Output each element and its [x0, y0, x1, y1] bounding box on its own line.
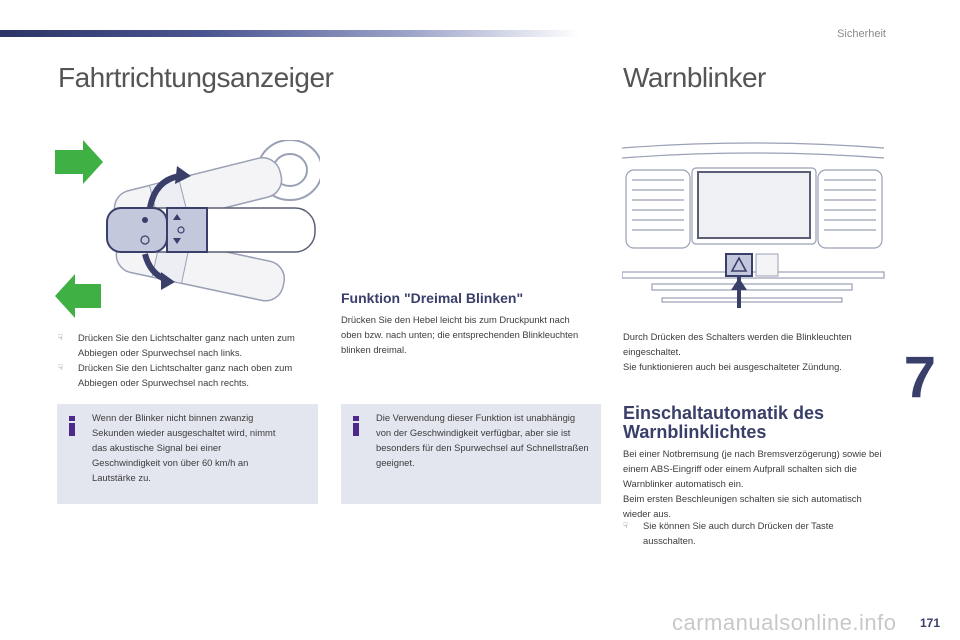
info-box-left	[57, 404, 318, 504]
header-color-bar	[0, 30, 580, 37]
bullet-marker-icon: ☟	[58, 363, 63, 372]
stalk-main	[107, 208, 315, 252]
green-arrow-right-icon	[55, 140, 103, 184]
info-text-middle: Die Verwendung dieser Funktion ist unabhängig von der Geschwindigkeit verfügbar, aber sie ist besonders für den Spurwechsel auf Schnellstraßen geeignet.	[376, 412, 589, 468]
page-title-hazard-lights: Warnblinker	[623, 62, 766, 93]
info-icon	[69, 416, 75, 436]
text-triple-blink: Drücken Sie den Hebel leicht bis zum Druckpunkt nach oben bzw. nach unten; die entsprechenden Blinkleuchten blinken dreimal.	[341, 314, 579, 355]
dashboard-illustration	[622, 132, 886, 320]
stalk-illustration	[55, 140, 320, 322]
bullet-text: Sie können Sie auch durch Drücken der Taste ausschalten.	[643, 520, 834, 546]
green-arrow-left-icon	[55, 274, 101, 318]
info-icon	[353, 416, 359, 436]
bullet-text: Drücken Sie den Lichtschalter ganz nach oben zum Abbiegen oder Spurwechsel nach rechts.	[78, 362, 293, 388]
info-box-middle	[341, 404, 601, 504]
page-title-turn-signals: Fahrtrichtungsanzeiger	[58, 62, 334, 93]
section-label: Sicherheit	[837, 28, 886, 40]
bullet-list	[58, 330, 316, 390]
heading-auto-hazard: Einschaltautomatik des Warnblinklichtes	[623, 403, 825, 442]
lock-switch	[756, 254, 778, 276]
bullet-text: Drücken Sie den Lichtschalter ganz nach unten zum Abbiegen oder Spurwechsel nach links.	[78, 332, 295, 358]
bullet-marker-icon: ☟	[623, 521, 628, 530]
watermark: carmanualsonline.info	[672, 610, 897, 635]
bullet-item	[623, 518, 873, 548]
center-screen	[698, 172, 810, 238]
bullet-item	[58, 330, 316, 360]
text-auto-hazard: Bei einer Notbremsung (je nach Bremsverzögerung) sowie bei einem ABS-Eingriff oder einem Aufprall schalten sich die Warnblinker automatisch ein. Beim ersten Beschleunigen schalten sie sich automatisch wieder aus.	[623, 448, 882, 519]
info-text-left: Wenn der Blinker nicht binnen zwanzig Sekunden wieder ausgeschaltet wird, nimmt das akustische Signal bei einer Geschwindigkeit von über 60 km/h an Lautstärke zu.	[92, 412, 276, 483]
bullet-marker-icon: ☟	[58, 333, 63, 342]
page-number: 171	[919, 616, 940, 630]
chapter-number: 7	[903, 345, 936, 410]
heading-triple-blink: Funktion "Dreimal Blinken"	[341, 290, 524, 306]
bullet-item	[58, 360, 316, 390]
text-hazard-lights: Durch Drücken des Schalters werden die Blinkleuchten eingeschaltet. Sie funktionieren auch bei ausgeschalteter Zündung.	[623, 331, 852, 372]
